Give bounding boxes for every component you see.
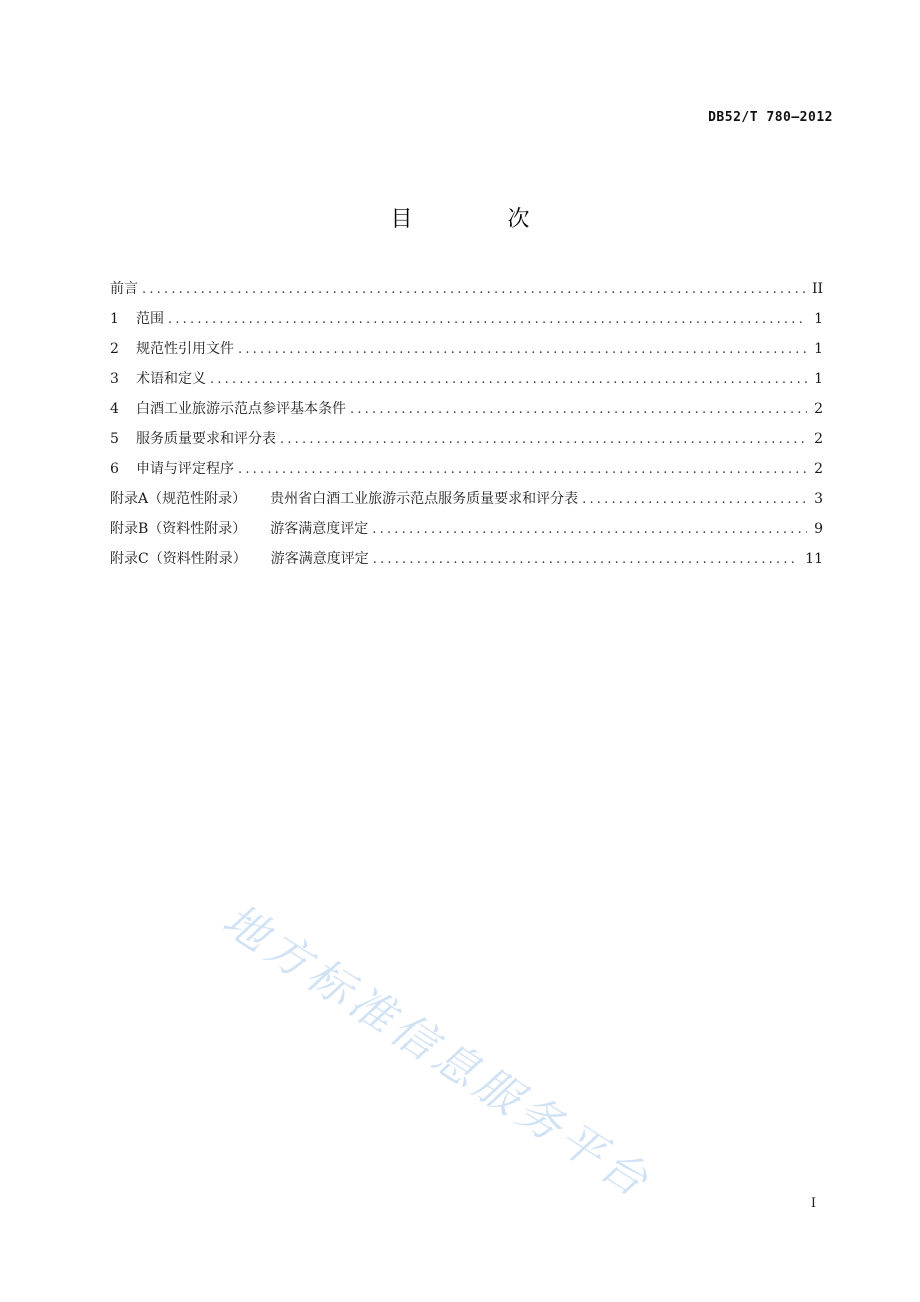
toc-entry-number: 1: [110, 311, 119, 327]
page-number: I: [810, 1196, 816, 1211]
toc-entry-number: 2: [110, 341, 119, 357]
toc-entry-label: 附录B（资料性附录）: [110, 521, 247, 537]
toc-list: [110, 278, 823, 578]
toc-leader-dots: [350, 399, 807, 421]
toc-entry-subtitle: 贵州省白酒工业旅游示范点服务质量要求和评分表: [270, 491, 579, 507]
toc-entry-number: 6: [110, 461, 119, 477]
toc-entry-label: 规范性引用文件: [136, 341, 234, 357]
toc-entry-label: 附录A（规范性附录）: [110, 491, 247, 507]
toc-entry-label: 术语和定义: [136, 371, 206, 387]
toc-leader-dots: [280, 429, 807, 451]
toc-leader-dots: [238, 459, 807, 481]
toc-entry-label: 前言: [110, 281, 138, 297]
toc-entry-page: 1: [814, 371, 823, 387]
toc-leader-dots: [373, 549, 799, 571]
toc-entry-page: 2: [814, 461, 823, 477]
toc-entry-annex-b[interactable]: [110, 518, 823, 548]
toc-entry-page: 3: [814, 491, 823, 507]
toc-entry-label: 申请与评定程序: [136, 461, 234, 477]
toc-leader-dots: [210, 369, 807, 391]
toc-leader-dots: [142, 279, 806, 301]
toc-entry-subtitle: 游客满意度评定: [270, 521, 369, 537]
toc-entry-page: 11: [805, 551, 823, 567]
watermark: 地方标准信息服务平台: [213, 894, 661, 1210]
toc-entry-number: 3: [110, 371, 119, 387]
toc-entry-service-quality[interactable]: [110, 428, 823, 458]
toc-entry-page: 2: [814, 431, 823, 447]
toc-entry-basic-conditions[interactable]: [110, 398, 823, 428]
toc-entry-page: II: [811, 281, 823, 297]
toc-entry-normative-references[interactable]: [110, 338, 823, 368]
toc-entry-page: 1: [814, 341, 823, 357]
toc-entry-subtitle: 游客满意度评定: [270, 551, 369, 567]
toc-entry-number: 5: [110, 431, 119, 447]
toc-title: 目 次: [390, 207, 574, 232]
toc-entry-page: 9: [814, 521, 823, 537]
toc-leader-dots: [582, 489, 807, 511]
toc-entry-label: 白酒工业旅游示范点参评基本条件: [136, 401, 346, 417]
toc-entry-label: 范围: [136, 311, 164, 327]
toc-entry-application-procedure[interactable]: [110, 458, 823, 488]
toc-leader-dots: [238, 339, 807, 361]
toc-entry-number: 4: [110, 401, 119, 417]
toc-leader-dots: [168, 309, 807, 331]
toc-entry-label: 服务质量要求和评分表: [136, 431, 276, 447]
toc-entry-foreword[interactable]: [110, 278, 823, 308]
document-code: DB52/T 780—2012: [708, 110, 833, 125]
toc-entry-page: 1: [814, 311, 823, 327]
toc-entry-label: 附录C（资料性附录）: [110, 551, 247, 567]
toc-entry-page: 2: [814, 401, 823, 417]
toc-entry-annex-c[interactable]: [110, 548, 823, 578]
toc-leader-dots: [372, 519, 807, 541]
toc-entry-terms-definitions[interactable]: [110, 368, 823, 398]
toc-entry-scope[interactable]: [110, 308, 823, 338]
toc-entry-annex-a[interactable]: [110, 488, 823, 518]
